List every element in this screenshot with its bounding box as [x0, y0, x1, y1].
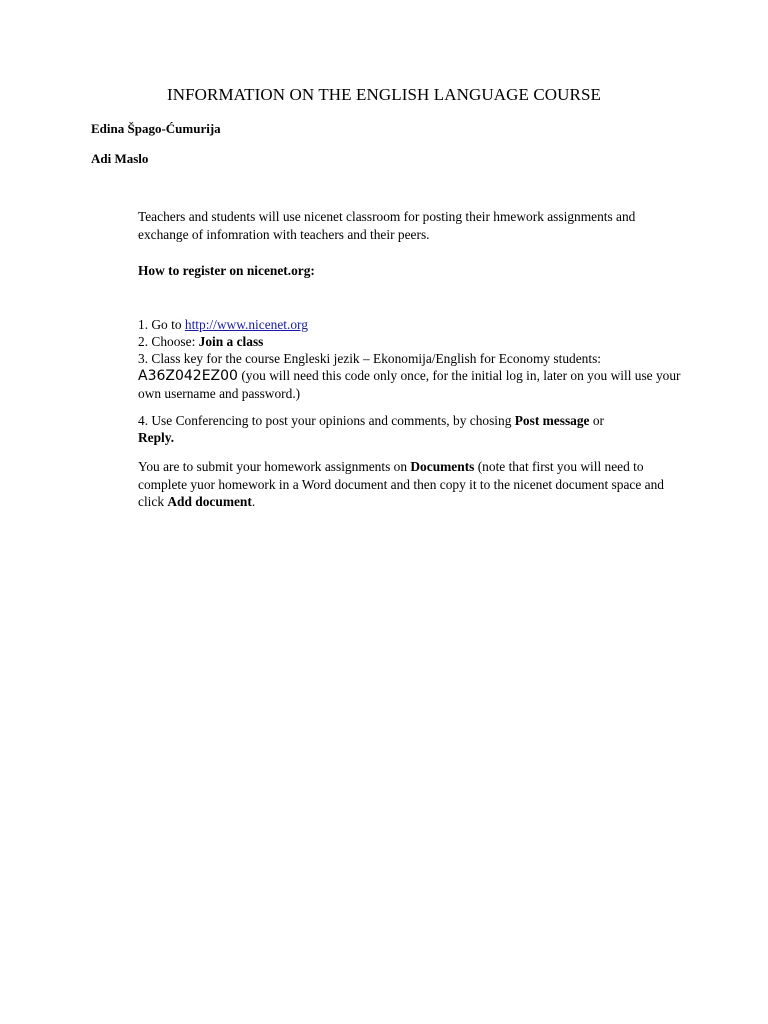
step-3: 3. Class key for the course Engleski jezik – Ekonomija/English for Economy students:: [138, 351, 602, 366]
registration-steps: [138, 316, 683, 402]
document-title: INFORMATION ON THE ENGLISH LANGUAGE COURSE: [166, 85, 602, 104]
submit-note: (note that first you will need to complete yuor homework in a Word document and then copy it to the nicenet document space and click: [138, 459, 664, 509]
step-4-or: or: [589, 413, 605, 428]
submit-end: .: [251, 494, 256, 509]
submit-text: You are to submit your homework assignments on: [138, 459, 411, 474]
reply-label: Reply.: [138, 430, 175, 445]
step-4-text: 4. Use Conferencing to post your opinions and comments, by chosing: [138, 413, 515, 428]
join-class-label: Join a class: [198, 334, 264, 349]
author-name: Adi Maslo: [91, 151, 149, 166]
step-3-key: [138, 367, 683, 402]
nicenet-link[interactable]: http://www.nicenet.org: [184, 317, 308, 332]
class-key-note: (you will need this code only once, for the initial log in, later on you will use your own username and password.): [138, 368, 681, 401]
class-key-code: A36Z042EZ00: [138, 368, 238, 384]
post-message-label: Post message: [514, 413, 590, 428]
step-2-text: 2. Choose:: [138, 334, 199, 349]
step-1-text: 1. Go to: [138, 317, 185, 332]
step-2: [138, 333, 683, 350]
step-1: [138, 316, 683, 333]
howto-heading: How to register on nicenet.org:: [138, 263, 315, 278]
add-document-label: Add document: [167, 494, 252, 509]
submit-paragraph: [138, 458, 683, 511]
documents-label: Documents: [410, 459, 475, 474]
step-4: [138, 412, 683, 446]
author-name: Edina Špago-Ćumurija: [91, 121, 221, 136]
intro-paragraph: Teachers and students will use nicenet classroom for posting their hmework assignments and exchange of infomration with teachers and their peers.: [138, 209, 636, 242]
